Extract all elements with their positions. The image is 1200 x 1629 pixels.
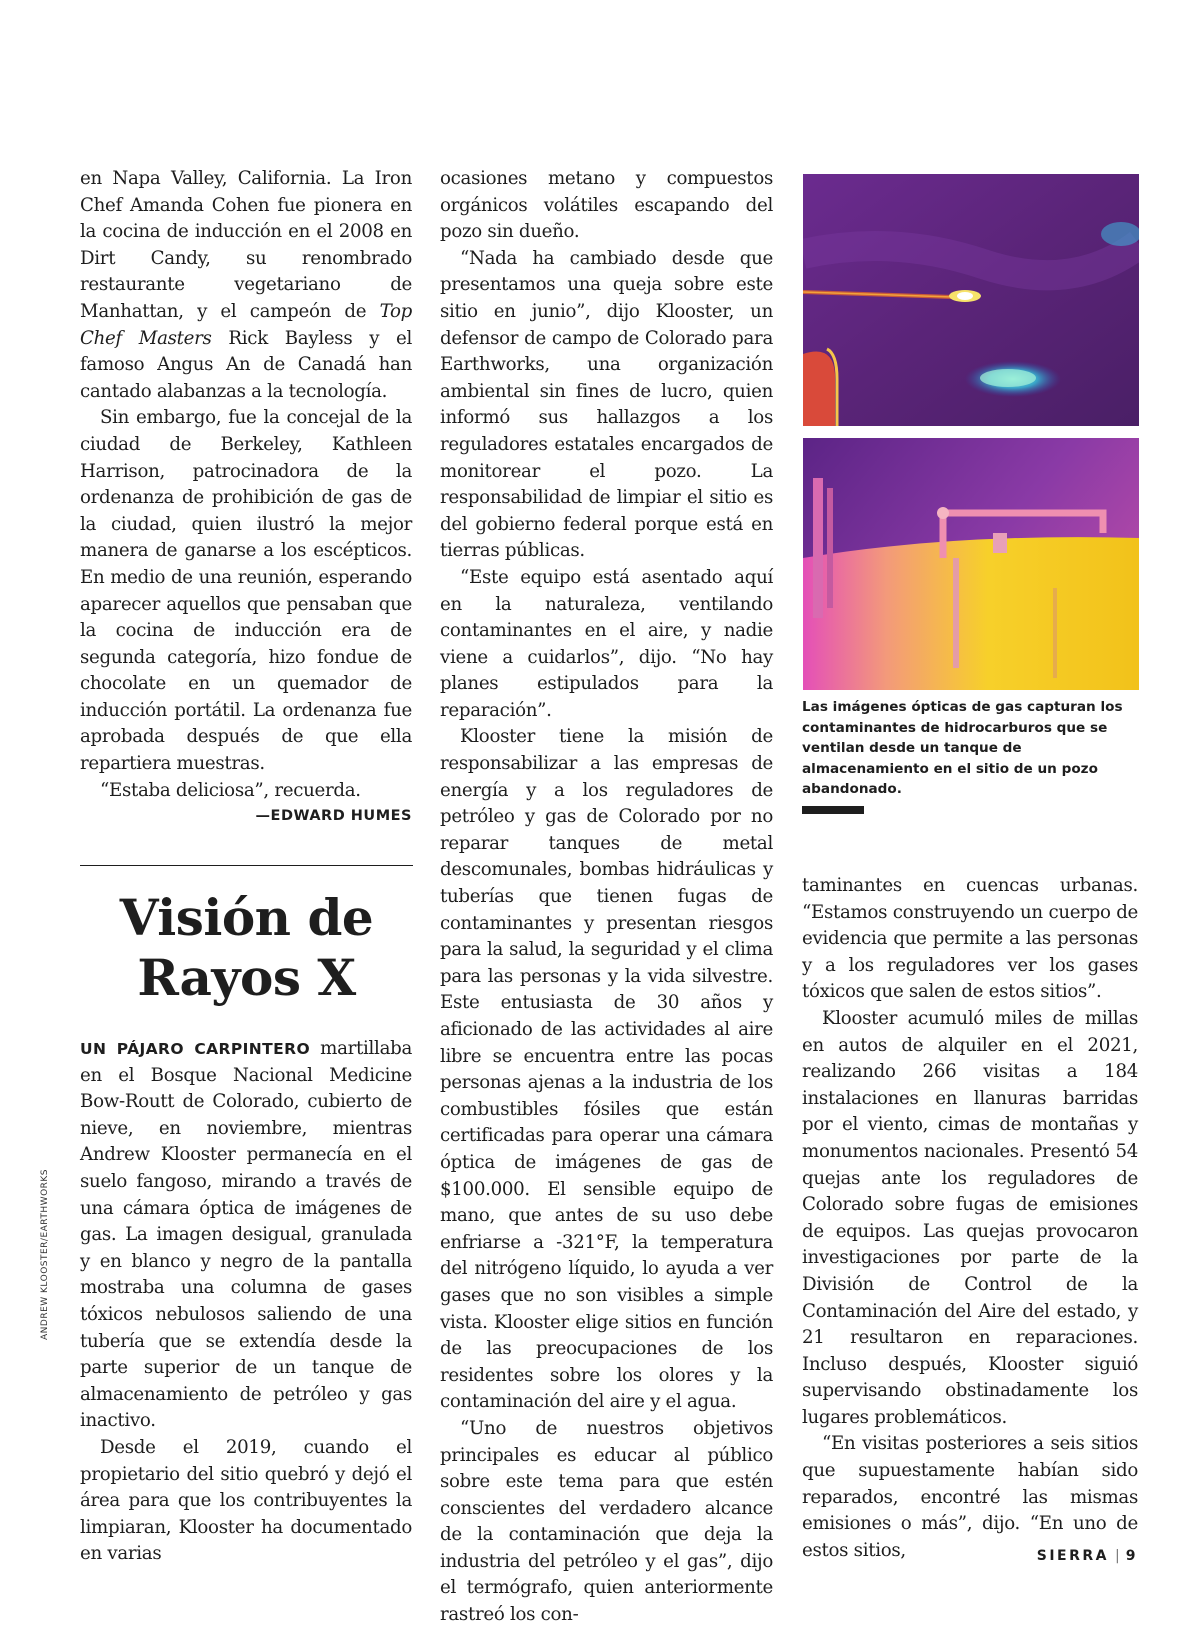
paragraph: taminantes en cuencas urbanas. “Estamos construyendo un cuerpo de evidencia que permite a las personas y a los reguladores ver los gases tóxicos que salen de estos sitios”.: [802, 875, 1138, 1003]
photo-credit: ANDREW KLOOSTER/EARTHWORKS: [40, 1168, 50, 1340]
photo-caption: Las imágenes ópticas de gas capturan los contaminantes de hidrocarburos que se ventilan desde un tanque de almacenamiento en el sitio de un pozo abandonado.: [802, 699, 1123, 797]
paragraph: Sin embargo, fue la concejal de la ciudad de Berkeley, Kathleen Harrison, patrocinadora de la ordenanza de prohibición de gas de la ciudad, quien ilustró la mejor manera de ganarse a los escépticos. En medio de una reunión, esperando aparecer aquellos que pensaban que la cocina de inducción era de segunda categoría, hizo fondue de chocolate en un quemador de inducción portátil. La ordenanza fue aprobada después de que ella repartiera muestras.: [80, 407, 412, 775]
paragraph: “En visitas posteriores a seis sitios que supuestamente habían sido reparados, encontré las mismas emisiones o más”, dijo. “En uno de estos sitios,: [802, 1433, 1138, 1561]
column-3: [802, 873, 1138, 1564]
paragraph: “Nada ha cambiado desde que presentamos una queja sobre este sitio en junio”, dijo Klooster, un defensor de campo de Colorado para Earthworks, una organización ambiental sin fines de lucro, quien informó sus hallazgos a los reguladores estatales encargados de monitorear el pozo. La responsabilidad de limpiar el sitio es del gobierno federal porque está en tierras públicas.: [440, 247, 773, 562]
paragraph: Desde el 2019, cuando el propietario del sitio quebró y dejó el área para que los contribuyentes la limpiaran, Klooster ha documentado en varias: [80, 1436, 412, 1565]
thermal-image-pipe: [803, 174, 1139, 426]
folio: [1037, 1548, 1138, 1564]
column-1-article-2: [80, 1036, 412, 1568]
lead-in: UN PÁJARO CARPINTERO: [80, 1040, 311, 1058]
section-divider: [80, 865, 413, 866]
caption-rule: [802, 806, 864, 814]
paragraph: “Estaba deliciosa”, recuerda.: [100, 779, 361, 801]
paragraph: “Este equipo está asentado aquí en la naturaleza, ventilando contaminantes en el aire, y nadie viene a cuidarlos”, dijo. “No hay planes estipulados para la reparación”.: [440, 566, 773, 721]
column-1: [80, 166, 412, 828]
folio-separator: |: [1115, 1548, 1120, 1564]
paragraph: Klooster tiene la misión de responsabilizar a las empresas de energía y a los reguladores de petróleo y gas de Colorado por no reparar tanques de metal descomunales, bombas hidráulicas y tuberías que tienen fugas de contaminantes y presentan riesgos para la salud, la seguridad y el clima para las personas y la vida silvestre. Este entusiasta de 30 años y aficionado de las actividades al aire libre se encuentra entre las pocas personas ajenas a la industria de los combustibles fósiles que están certificadas para operar una cámara óptica de imágenes de gas de $100.000. El sensible equipo de mano, que antes de su uso debe enfriarse a -321°F, la temperatura del nitrógeno líquido, lo ayuda a ver gases que no son visibles a simple vista. Klooster elige sitios en función de las preocupaciones de los residentes sobre los olores y la contaminación del aire y el agua.: [440, 726, 773, 1413]
thermal-pipe-graphic: [803, 174, 1139, 426]
italic-title: Top Chef Masters: [80, 300, 412, 349]
thermal-tank-graphic: [803, 438, 1139, 690]
article-headline: Visión de Rayos X: [119, 888, 374, 1007]
paragraph: en Napa Valley, California. La Iron Chef Amanda Cohen fue pionera en la cocina de inducción en el 2008 en Dirt Candy, su renombrado restaurante vegetariano de Manhattan, y el campeón de Top Chef Masters Rick Bayless y el famoso Angus An de Canadá han cantado alabanzas a la tecnología.: [80, 168, 412, 402]
column-2: [440, 166, 773, 1629]
author-signature: —EDWARD HUMES: [255, 808, 412, 825]
paragraph: Klooster acumuló miles de millas en autos de alquiler en el 2021, realizando 266 visitas a 184 instalaciones en llanuras barridas por el viento, cimas de montañas y monumentos nacionales. Presentó 54 quejas ante los reguladores de Colorado sobre fugas de emisiones de equipos. Las quejas provocaron investigaciones por parte de la División de Control de la Contaminación del Aire del estado, y 21 resultaron en reparaciones. Incluso después, Klooster siguió supervisando obstinadamente los lugares problemáticos.: [802, 1007, 1138, 1428]
magazine-name: SIERRA: [1036, 1548, 1110, 1564]
thermal-image-tank: [803, 438, 1139, 690]
lead-paragraph: UN PÁJARO CARPINTERO martillaba en el Bosque Nacional Medicine Bow-Routt de Colorado, cubierto de nieve, en noviembre, mientras Andrew Klooster permanecía en el suelo fangoso, mirando a través de una cámara óptica de imágenes de gas. La imagen desigual, granulada y en blanco y negro de la pantalla mostraba una columna de gases tóxicos nebulosos saliendo de una tubería que se extendía desde la parte superior de un tanque de almacenamiento de petróleo y gas inactivo.: [80, 1038, 412, 1432]
paragraph: ocasiones metano y compuestos orgánicos volátiles escapando del pozo sin dueño.: [440, 168, 773, 243]
paragraph: “Uno de nuestros objetivos principales es educar al público sobre este tema para que estén conscientes del verdadero alcance de la contaminación que deja la industria del petróleo y el gas”, dijo el termógrafo, quien anteriormente rastreó los con-: [440, 1417, 773, 1626]
page-number: 9: [1125, 1548, 1138, 1564]
